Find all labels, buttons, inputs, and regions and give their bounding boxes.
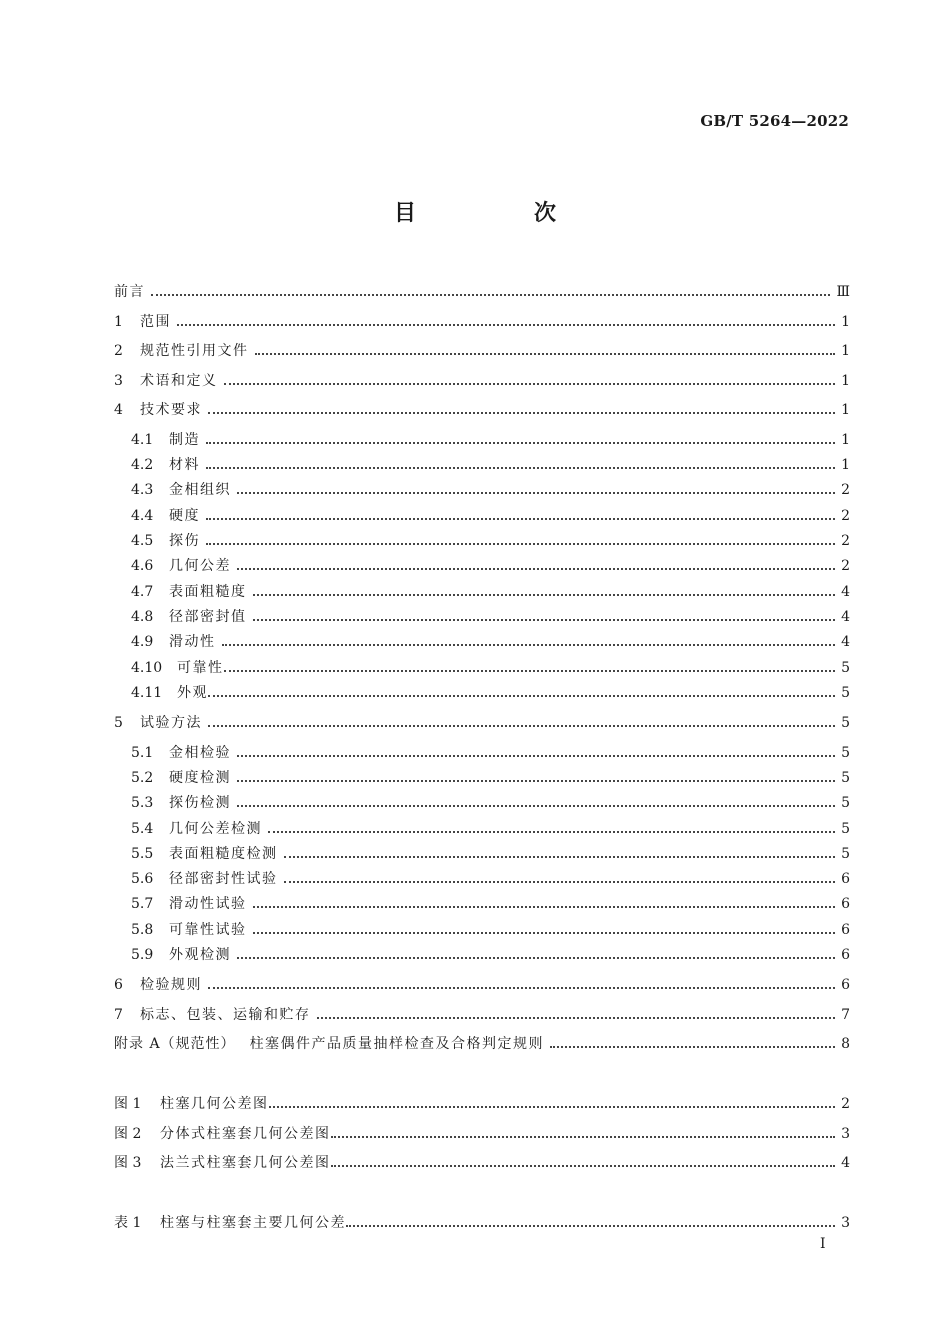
toc-entry[interactable]: 4.1 制造 1: [131, 432, 850, 448]
toc-entry-annex[interactable]: 附录 A（规范性） 柱塞偶件产品质量抽样检查及合格判定规则 8: [114, 1036, 850, 1052]
dot-leader: [284, 856, 836, 858]
dot-leader: [208, 412, 835, 414]
toc-entry[interactable]: 1 范围 1: [114, 314, 850, 330]
toc-entry[interactable]: 4.11 外观 5: [131, 685, 850, 701]
dot-leader: [237, 805, 835, 807]
toc-entry[interactable]: 5.6 径部密封性试验 6: [131, 871, 850, 887]
toc-entry-table[interactable]: 表 1 柱塞与柱塞套主要几何公差 3: [114, 1215, 850, 1231]
dot-leader: [253, 906, 836, 908]
toc-entry[interactable]: 5.3 探伤检测 5: [131, 795, 850, 811]
dot-leader: [269, 1106, 836, 1108]
dot-leader: [208, 987, 835, 989]
toc-entry[interactable]: 5.8 可靠性试验 6: [131, 922, 850, 938]
page-number: I: [820, 1236, 826, 1252]
toc-entry[interactable]: 5.2 硬度检测 5: [131, 770, 850, 786]
dot-leader: [206, 543, 835, 545]
standard-code: GB/T 5264—2022: [700, 112, 849, 130]
dot-leader: [253, 594, 836, 596]
dot-leader: [206, 518, 835, 520]
dot-leader: [237, 755, 835, 757]
toc-entry[interactable]: 5.7 滑动性试验 6: [131, 896, 850, 912]
dot-leader: [206, 467, 835, 469]
dot-leader: [346, 1225, 835, 1227]
toc-entry-figure[interactable]: 图 1 柱塞几何公差图 2: [114, 1096, 850, 1112]
dot-leader: [550, 1046, 835, 1048]
dot-leader: [253, 619, 836, 621]
page-title: 目 次: [393, 201, 604, 226]
dot-leader: [208, 725, 835, 727]
toc-entry[interactable]: 4.6 几何公差 2: [131, 558, 850, 574]
dot-leader: [177, 324, 835, 326]
toc-entry[interactable]: 4.7 表面粗糙度 4: [131, 584, 850, 600]
dot-leader: [253, 932, 836, 934]
toc-entry[interactable]: 4.3 金相组织 2: [131, 482, 850, 498]
toc-entry[interactable]: 2 规范性引用文件 1: [114, 343, 850, 359]
toc-entry-figure[interactable]: 图 3 法兰式柱塞套几何公差图 4: [114, 1155, 850, 1171]
dot-leader: [284, 881, 836, 883]
toc-entry[interactable]: 4 技术要求 1: [114, 402, 850, 418]
toc-entry[interactable]: 5.5 表面粗糙度检测 5: [131, 846, 850, 862]
dot-leader: [237, 568, 835, 570]
toc-entry[interactable]: 6 检验规则 6: [114, 977, 850, 993]
dot-leader: [331, 1165, 836, 1167]
dot-leader: [237, 780, 835, 782]
toc-entry-figure[interactable]: 图 2 分体式柱塞套几何公差图 3: [114, 1126, 850, 1142]
toc-entry[interactable]: 5 试验方法 5: [114, 715, 850, 731]
toc-entry[interactable]: 前言 Ⅲ: [114, 284, 850, 300]
toc-entry[interactable]: 5.4 几何公差检测 5: [131, 821, 850, 837]
dot-leader: [224, 670, 836, 672]
toc-entry[interactable]: 4.10 可靠性 5: [131, 660, 850, 676]
dot-leader: [268, 831, 835, 833]
dot-leader: [151, 294, 830, 296]
toc-entry[interactable]: 4.9 滑动性 4: [131, 634, 850, 650]
toc-entry[interactable]: 3 术语和定义 1: [114, 373, 850, 389]
dot-leader: [237, 957, 835, 959]
toc-entry[interactable]: 4.8 径部密封值 4: [131, 609, 850, 625]
dot-leader: [331, 1136, 836, 1138]
dot-leader: [208, 695, 835, 697]
dot-leader: [224, 383, 836, 385]
toc-entry[interactable]: 4.2 材料 1: [131, 457, 850, 473]
toc-entry[interactable]: 7 标志、包装、运输和贮存 7: [114, 1007, 850, 1023]
toc-entry[interactable]: 4.4 硬度 2: [131, 508, 850, 524]
toc-entry[interactable]: 5.1 金相检验 5: [131, 745, 850, 761]
toc-entry[interactable]: 5.9 外观检测 6: [131, 947, 850, 963]
dot-leader: [222, 644, 836, 646]
dot-leader: [206, 442, 835, 444]
dot-leader: [237, 492, 835, 494]
dot-leader: [255, 353, 836, 355]
dot-leader: [317, 1017, 836, 1019]
toc-entry[interactable]: 4.5 探伤 2: [131, 533, 850, 549]
